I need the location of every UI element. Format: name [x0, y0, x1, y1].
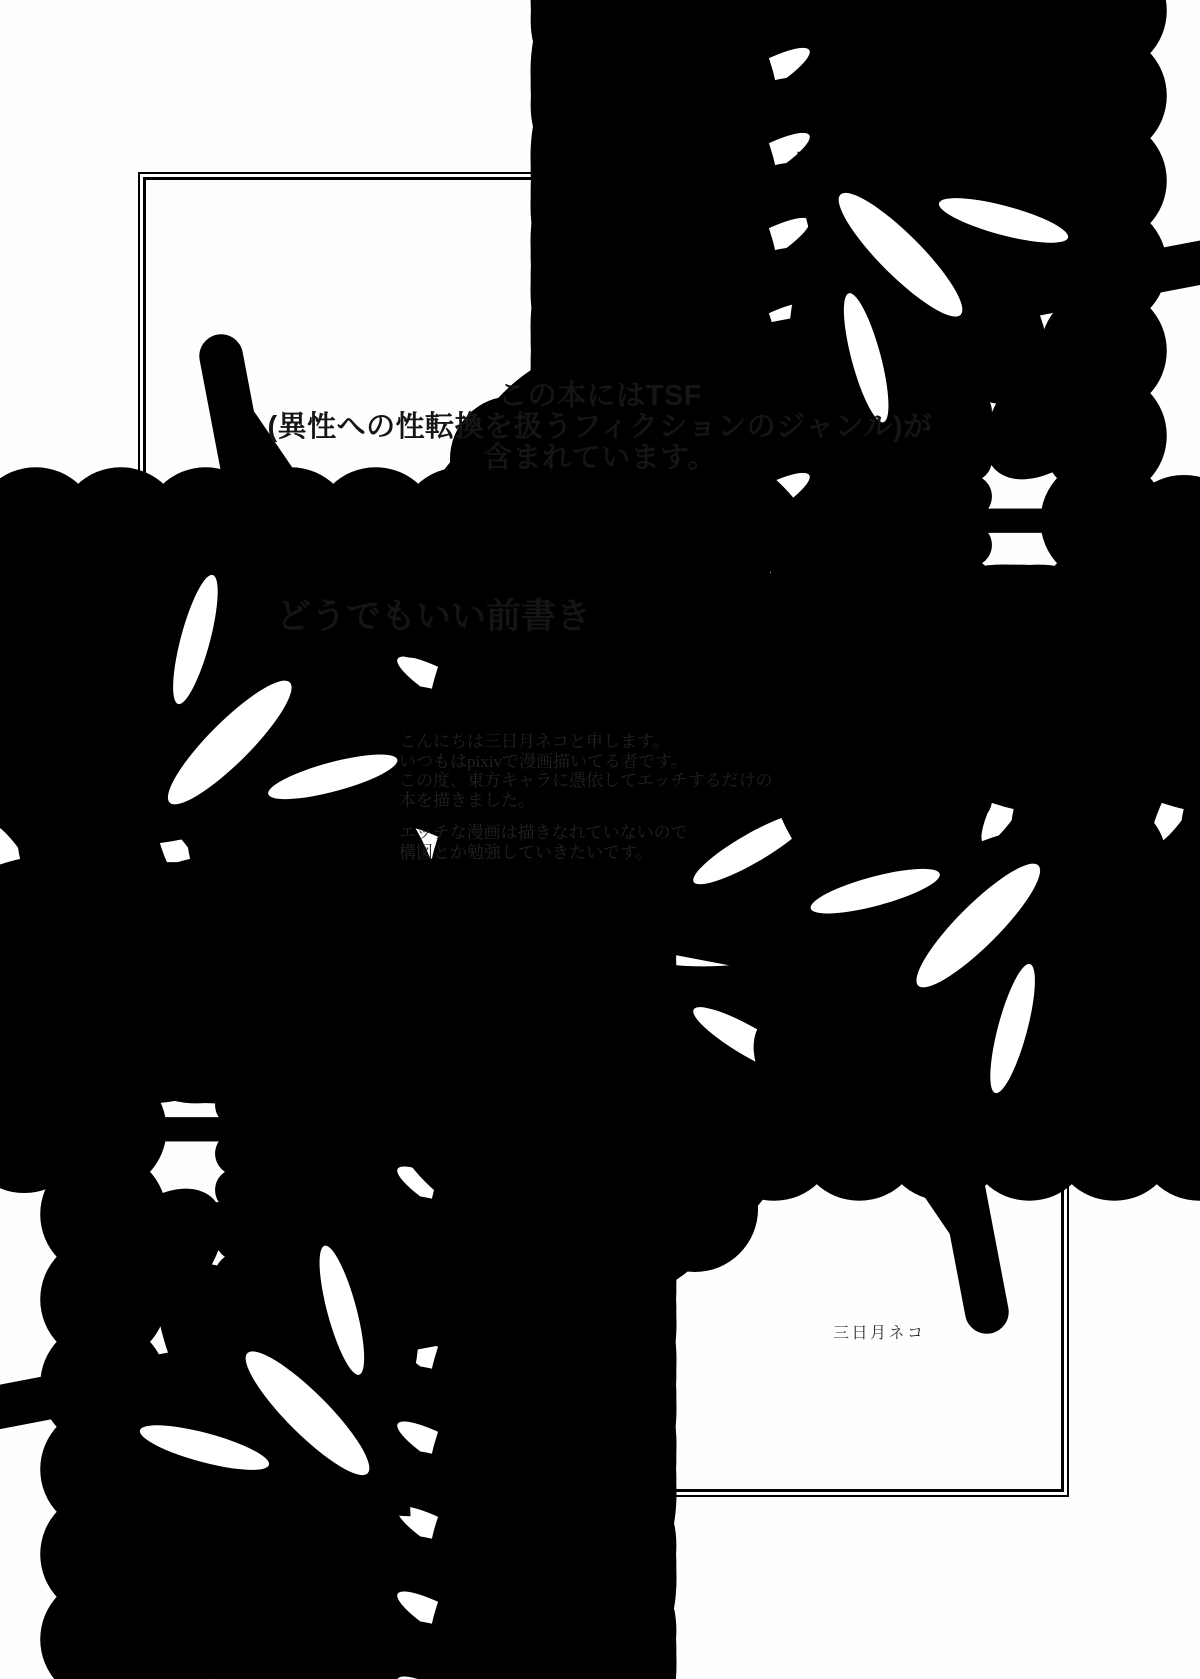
body-line: エッチな漫画は描きなれていないので: [399, 823, 688, 842]
preface-heading: どうでもいい前書き: [276, 597, 592, 636]
preface-body: [399, 732, 773, 862]
content-warning-line: 含まれています。: [483, 442, 717, 474]
body-line: 本を描きました。: [399, 790, 535, 810]
content-warning-line: (異性への性転換を扱うフィクションのジャンル)が: [267, 411, 933, 443]
body-line: この度、東方キャラに憑依してエッチするだけの: [399, 771, 773, 790]
content-warning: [0, 381, 1200, 474]
content-warning-line: この本にはTSF: [498, 380, 702, 412]
body-line: こんにちは三日月ネコと申します。: [399, 732, 670, 751]
body-line: いつもはpixivで漫画描いてる者です。: [399, 751, 688, 771]
author-signature: 三日月ネコ: [833, 1325, 926, 1342]
preface-paragraph: [399, 732, 773, 810]
body-line: 構図とか勉強していきたいです。: [399, 842, 653, 862]
preface-paragraph: [399, 823, 773, 862]
